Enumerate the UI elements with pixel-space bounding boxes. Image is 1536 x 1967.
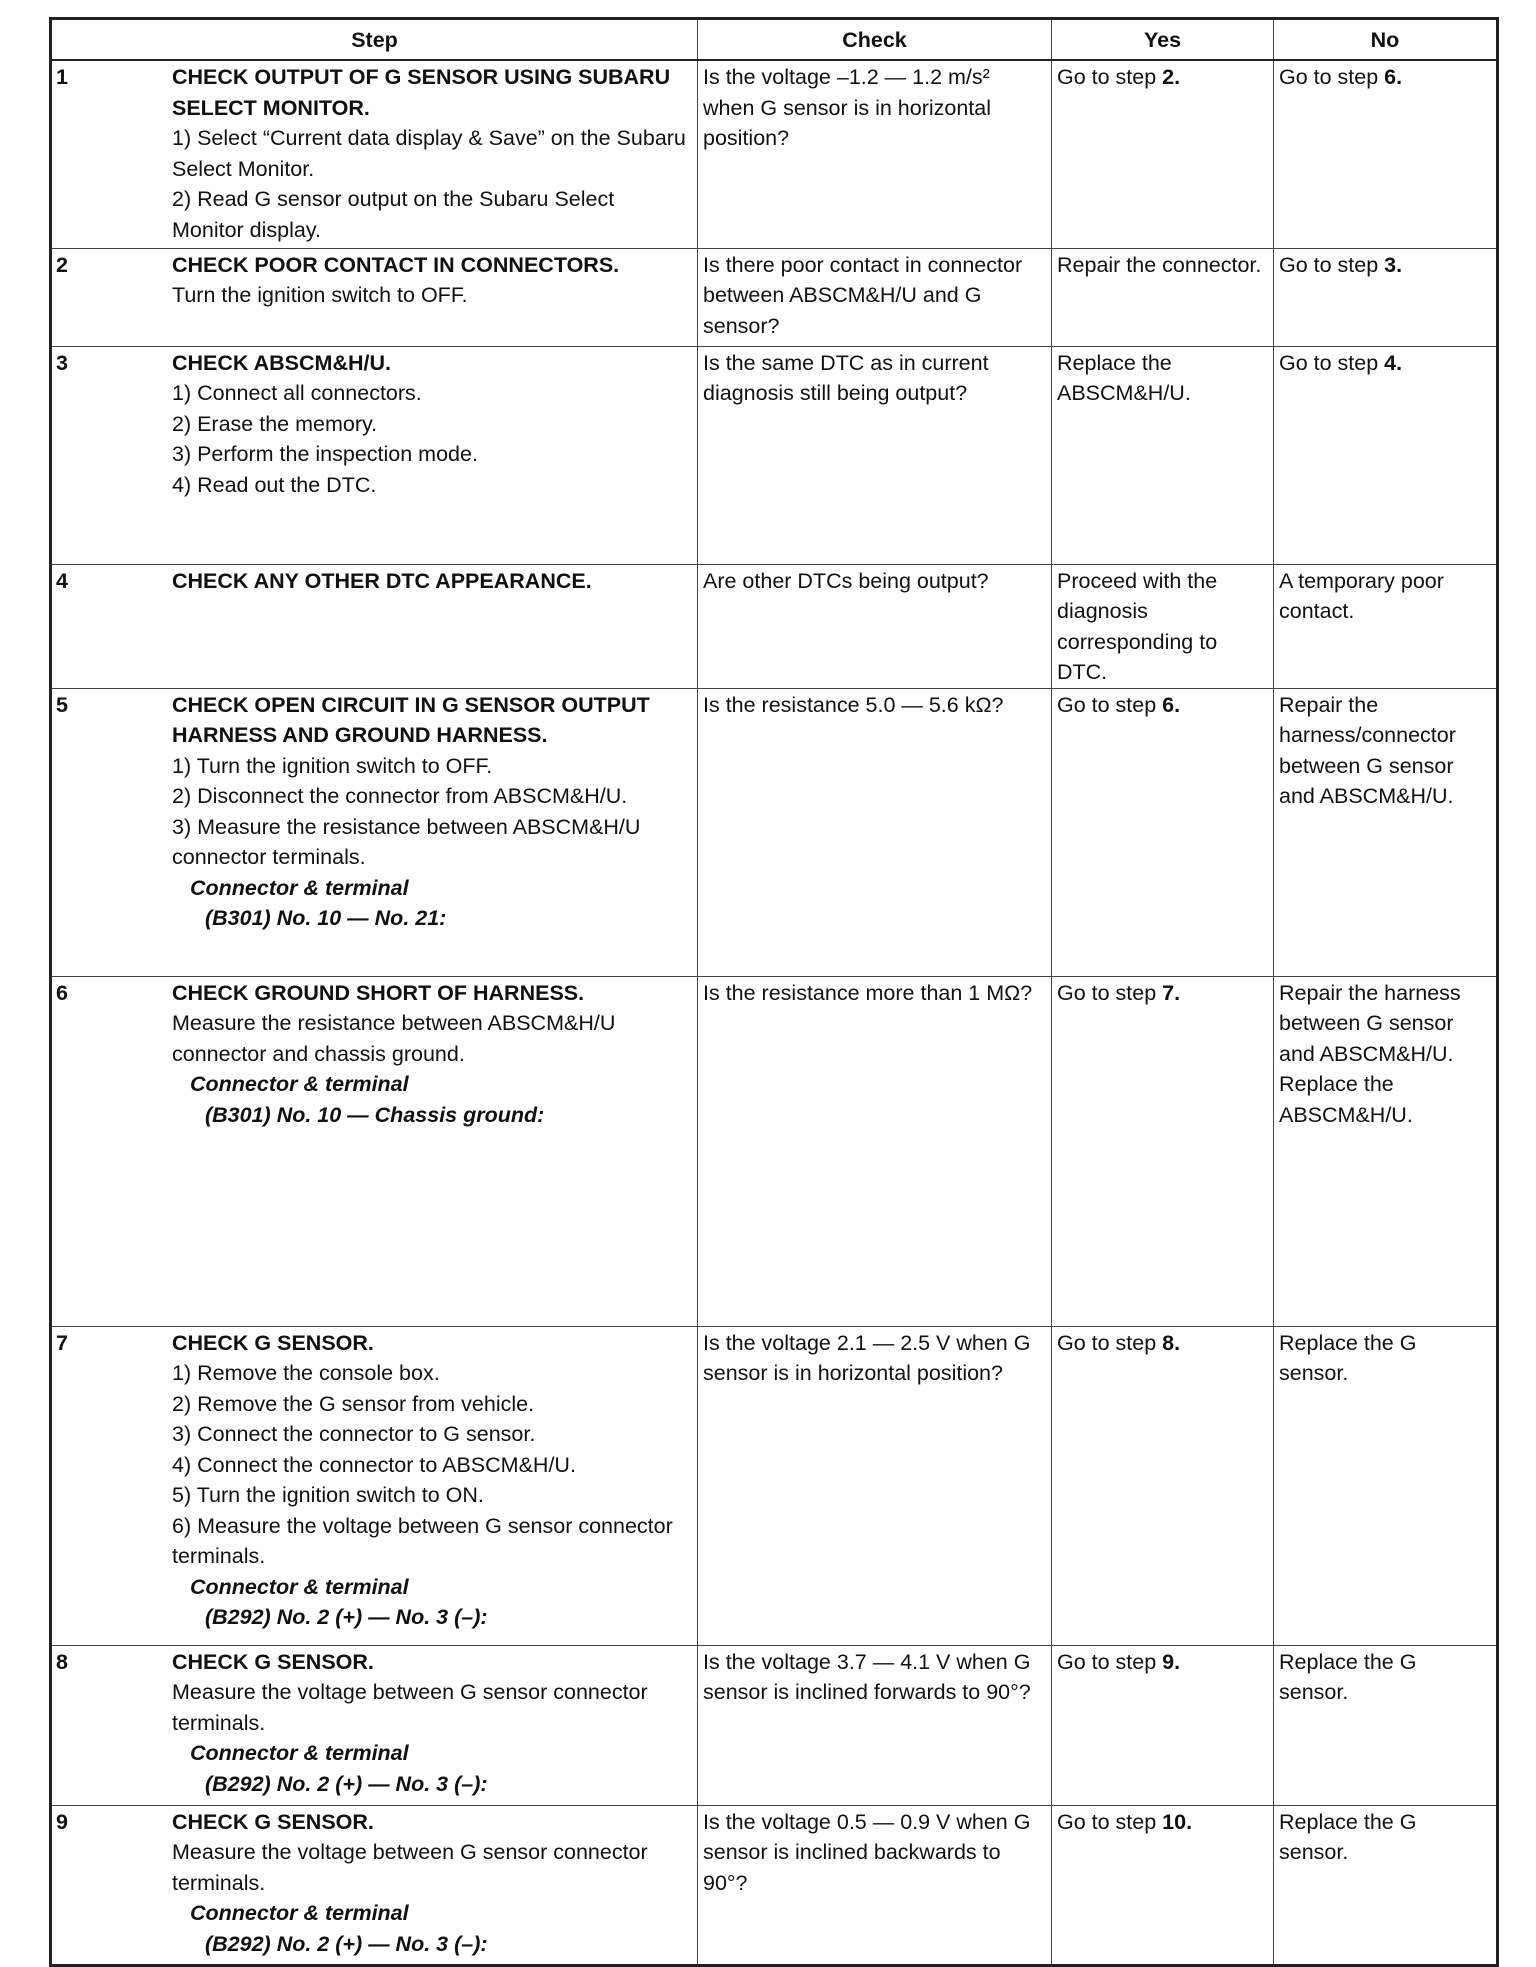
connector-label: Connector & terminal — [190, 1741, 409, 1765]
step-title: CHECK OUTPUT OF G SENSOR USING SUBARU SELECT MONITOR. — [172, 65, 671, 120]
no-action: Replace the G sensor. — [1279, 1809, 1417, 1864]
table-row — [51, 346, 1498, 564]
no-cell — [1274, 1326, 1498, 1645]
no-action: Repair the harness/connector between G sensor and ABSCM&H/U. — [1279, 692, 1456, 808]
yes-action: Go to step — [1057, 65, 1163, 89]
no-action: Replace the G sensor. — [1279, 1649, 1417, 1704]
connector-terminal-value: (B301) No. 10 — No. 21: — [205, 906, 447, 930]
step-cell — [51, 1805, 698, 1965]
no-action: A temporary poor contact. — [1279, 568, 1444, 623]
step-cell — [51, 346, 698, 564]
no-cell — [1274, 976, 1498, 1326]
header-no: No — [1274, 19, 1498, 61]
step-title: CHECK ANY OTHER DTC APPEARANCE. — [172, 568, 592, 593]
step-instruction: 1) Remove the console box. — [172, 1361, 440, 1385]
check-cell — [698, 1645, 1052, 1805]
no-cell — [1274, 1805, 1498, 1965]
table-row — [51, 1645, 1498, 1805]
step-instruction: 2) Disconnect the connector from ABSCM&H/U. — [172, 784, 628, 808]
table-row — [51, 564, 1498, 688]
step-instruction: 4) Connect the connector to ABSCM&H/U. — [172, 1452, 576, 1477]
step-instruction: Measure the voltage between G sensor connector terminals. — [172, 1840, 648, 1895]
connector-label: Connector & terminal — [190, 1072, 409, 1096]
step-number: 1 — [56, 65, 68, 89]
step-instruction: 3) Connect the connector to G sensor. — [172, 1422, 536, 1446]
step-number: 2 — [56, 252, 68, 277]
step-number: 6 — [56, 980, 68, 1005]
connector-label: Connector & terminal — [190, 1901, 409, 1925]
yes-action: Repair the connector. — [1057, 252, 1262, 277]
connector-terminal-value: (B292) No. 2 (+) — No. 3 (–): — [205, 1605, 488, 1629]
yes-action: Proceed with the diagnosis corresponding to DTC. — [1057, 568, 1218, 684]
step-instruction: 2) Read G sensor output on the Subaru Select Monitor display. — [172, 187, 615, 242]
yes-cell — [1052, 976, 1274, 1326]
yes-step-ref: 8. — [1162, 1330, 1181, 1355]
no-cell — [1274, 564, 1498, 688]
step-cell — [51, 976, 698, 1326]
step-instruction: Measure the voltage between G sensor connector terminals. — [172, 1680, 648, 1735]
step-instruction: 5) Turn the ignition switch to ON. — [172, 1483, 484, 1507]
step-number: 4 — [56, 568, 68, 593]
check-cell — [698, 1326, 1052, 1645]
no-cell — [1274, 688, 1498, 976]
yes-cell — [1052, 346, 1274, 564]
step-number: 7 — [56, 1330, 68, 1355]
yes-step-ref: 6. — [1162, 692, 1181, 717]
step-instruction: Measure the resistance between ABSCM&H/U connector and chassis ground. — [172, 1011, 616, 1066]
step-cell — [51, 564, 698, 688]
step-title: CHECK G SENSOR. — [172, 1809, 374, 1834]
step-instruction: 6) Measure the voltage between G sensor connector terminals. — [172, 1513, 673, 1568]
no-action: Go to step — [1279, 65, 1385, 89]
check-question: Is the resistance more than 1 MΩ? — [703, 980, 1033, 1005]
table-row — [51, 1326, 1498, 1645]
check-cell — [698, 1805, 1052, 1965]
step-instruction: 3) Measure the resistance between ABSCM&H/U connector terminals. — [172, 814, 641, 869]
step-instruction: 4) Read out the DTC. — [172, 472, 377, 497]
step-title: CHECK GROUND SHORT OF HARNESS. — [172, 980, 585, 1005]
no-cell — [1274, 248, 1498, 346]
step-cell — [51, 248, 698, 346]
step-title: CHECK G SENSOR. — [172, 1649, 374, 1674]
step-cell — [51, 1326, 698, 1645]
connector-terminal-value: (B301) No. 10 — Chassis ground: — [205, 1102, 545, 1127]
check-question: Is there poor contact in connector between ABSCM&H/U and G sensor? — [703, 252, 1023, 338]
yes-cell — [1052, 248, 1274, 346]
table-header-row — [51, 19, 1498, 61]
no-action: Go to step — [1279, 252, 1385, 277]
table-row — [51, 688, 1498, 976]
connector-label: Connector & terminal — [190, 1574, 409, 1599]
table-row — [51, 248, 1498, 346]
step-instruction: 1) Turn the ignition switch to OFF. — [172, 753, 493, 778]
table-row — [51, 976, 1498, 1326]
step-cell — [51, 60, 698, 248]
step-cell — [51, 1645, 698, 1805]
step-instruction: 3) Perform the inspection mode. — [172, 442, 478, 466]
connector-label: Connector & terminal — [190, 875, 409, 900]
step-cell — [51, 688, 698, 976]
no-cell — [1274, 1645, 1498, 1805]
check-cell — [698, 248, 1052, 346]
connector-terminal-value: (B292) No. 2 (+) — No. 3 (–): — [205, 1771, 488, 1796]
check-cell — [698, 346, 1052, 564]
no-step-ref: 6. — [1384, 65, 1403, 89]
step-title: CHECK POOR CONTACT IN CONNECTORS. — [172, 252, 620, 277]
check-cell — [698, 564, 1052, 688]
step-title: CHECK ABSCM&H/U. — [172, 350, 391, 375]
yes-action: Replace the ABSCM&H/U. — [1057, 350, 1191, 405]
step-instruction: 1) Select “Current data display & Save” on the Subaru Select Monitor. — [172, 126, 686, 181]
check-question: Is the voltage 0.5 — 0.9 V when G sensor is inclined backwards to 90°? — [703, 1809, 1031, 1895]
yes-cell — [1052, 1645, 1274, 1805]
header-step: Step — [51, 19, 698, 61]
step-instruction: 1) Connect all connectors. — [172, 381, 422, 405]
check-question: Are other DTCs being output? — [703, 568, 989, 593]
diagnostic-procedure-table — [49, 17, 1499, 1967]
step-instruction: 2) Remove the G sensor from vehicle. — [172, 1391, 535, 1416]
header-yes: Yes — [1052, 19, 1274, 61]
check-cell — [698, 688, 1052, 976]
yes-cell — [1052, 564, 1274, 688]
table-row — [51, 60, 1498, 248]
step-number: 3 — [56, 350, 68, 375]
step-title: CHECK G SENSOR. — [172, 1330, 374, 1355]
table-row — [51, 1805, 1498, 1965]
yes-action: Go to step — [1057, 980, 1163, 1005]
yes-cell — [1052, 1326, 1274, 1645]
step-number: 5 — [56, 692, 68, 717]
no-action: Replace the G sensor. — [1279, 1330, 1417, 1385]
yes-step-ref: 2. — [1162, 65, 1181, 89]
step-instruction: 2) Erase the memory. — [172, 411, 378, 436]
no-step-ref: 3. — [1384, 252, 1403, 277]
header-check: Check — [698, 19, 1052, 61]
yes-cell — [1052, 60, 1274, 248]
yes-action: Go to step — [1057, 1330, 1163, 1355]
check-question: Is the voltage 3.7 — 4.1 V when G sensor is inclined forwards to 90°? — [703, 1649, 1031, 1704]
check-question: Is the same DTC as in current diagnosis still being output? — [703, 350, 989, 405]
connector-terminal-value: (B292) No. 2 (+) — No. 3 (–): — [205, 1931, 488, 1956]
yes-step-ref: 9. — [1162, 1649, 1181, 1674]
step-number: 8 — [56, 1649, 68, 1674]
check-question: Is the voltage –1.2 — 1.2 m/s² when G sensor is in horizontal position? — [703, 65, 992, 150]
step-instruction: Turn the ignition switch to OFF. — [172, 283, 468, 307]
check-cell — [698, 976, 1052, 1326]
check-cell — [698, 60, 1052, 248]
step-number: 9 — [56, 1809, 68, 1834]
no-cell — [1274, 346, 1498, 564]
yes-step-ref: 10. — [1162, 1809, 1193, 1834]
yes-cell — [1052, 688, 1274, 976]
no-step-ref: 4. — [1384, 350, 1403, 375]
no-action: Repair the harness between G sensor and ABSCM&H/U. Replace the ABSCM&H/U. — [1279, 980, 1461, 1127]
check-question: Is the resistance 5.0 — 5.6 kΩ? — [703, 692, 1004, 717]
no-action: Go to step — [1279, 350, 1385, 375]
yes-action: Go to step — [1057, 1809, 1163, 1834]
check-question: Is the voltage 2.1 — 2.5 V when G sensor is in horizontal position? — [703, 1330, 1031, 1385]
yes-action: Go to step — [1057, 692, 1163, 717]
no-cell — [1274, 60, 1498, 248]
step-title: CHECK OPEN CIRCUIT IN G SENSOR OUTPUT HARNESS AND GROUND HARNESS. — [172, 692, 650, 747]
yes-cell — [1052, 1805, 1274, 1965]
yes-step-ref: 7. — [1162, 980, 1181, 1005]
yes-action: Go to step — [1057, 1649, 1163, 1674]
